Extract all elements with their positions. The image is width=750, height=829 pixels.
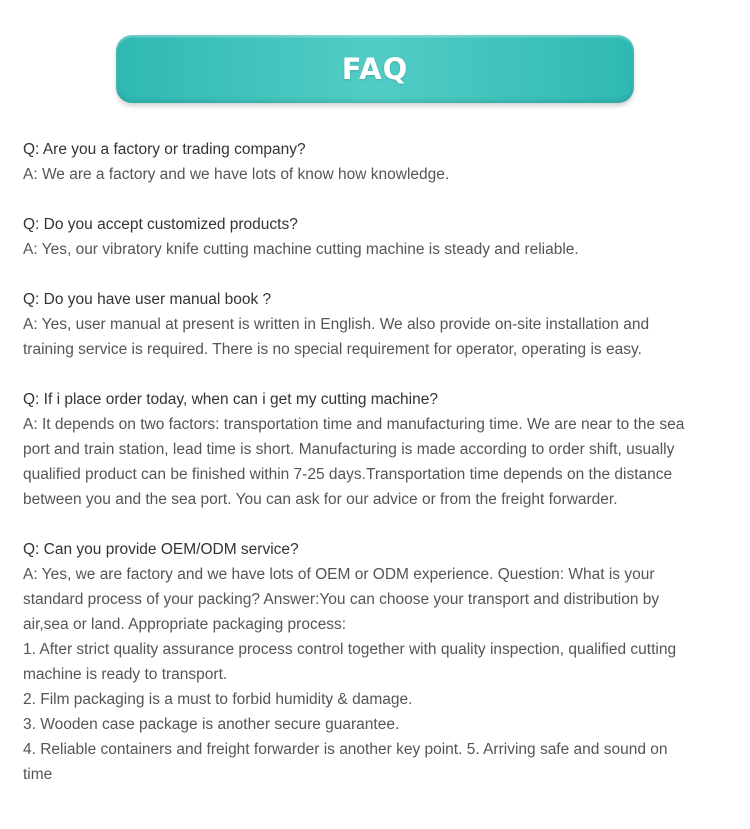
faq-answer-line: 1. After strict quality assurance process control together with quality inspection, qualified cutting [23, 641, 677, 658]
faq-answer-line: qualified product can be finished within 7-25 days.Transportation time depends on the distance [23, 466, 673, 483]
faq-question: Q: Do you have user manual book ? [23, 291, 272, 308]
faq-banner [116, 35, 634, 103]
faq-answer-line: A: Yes, our vibratory knife cutting machine cutting machine is steady and reliable. [23, 241, 579, 258]
faq-answer-line: machine is ready to transport. [23, 666, 228, 683]
faq-question: Q: If i place order today, when can i get my cutting machine? [23, 391, 438, 408]
faq-answer-line: A: Yes, we are factory and we have lots of OEM or ODM experience. Question: What is your [23, 566, 655, 583]
faq-answer-line: A: It depends on two factors: transportation time and manufacturing time. We are near to the sea [23, 416, 685, 433]
faq-answer-line: training service is required. There is no special requirement for operator, operating is easy. [23, 341, 642, 358]
faq-answer [23, 237, 733, 262]
faq-answer [23, 162, 733, 187]
faq-answer-line: A: We are a factory and we have lots of know how knowledge. [23, 166, 450, 183]
faq-answer-line: 3. Wooden case package is another secure guarantee. [23, 716, 400, 733]
faq-question: Q: Do you accept customized products? [23, 216, 298, 233]
faq-answer-line: time [23, 766, 53, 783]
faq-item-oem-odm [23, 537, 733, 787]
faq-answer-line: A: Yes, user manual at present is written in English. We also provide on-site installation and [23, 316, 650, 333]
faq-answer-line: between you and the sea port. You can ask for our advice or from the freight forwarder. [23, 491, 618, 508]
faq-answer-line: standard process of your packing? Answer:You can choose your transport and distribution by [23, 591, 660, 608]
faq-answer-line: air,sea or land. Appropriate packaging process: [23, 616, 347, 633]
faq-item-manual [23, 287, 733, 362]
faq-item-factory [23, 137, 733, 187]
faq-question: Q: Are you a factory or trading company? [23, 141, 306, 158]
faq-answer-line: 2. Film packaging is a must to forbid humidity & damage. [23, 691, 413, 708]
faq-answer [23, 562, 733, 787]
faq-item-delivery [23, 387, 733, 512]
faq-answer-line: port and train station, lead time is short. Manufacturing is made according to order shift, usually [23, 441, 675, 458]
faq-answer [23, 312, 733, 362]
faq-list [23, 137, 733, 812]
faq-answer-line: 4. Reliable containers and freight forwarder is another key point. 5. Arriving safe and sound on [23, 741, 668, 758]
faq-item-customized [23, 212, 733, 262]
faq-title: FAQ [341, 52, 409, 86]
faq-answer [23, 412, 733, 512]
faq-question: Q: Can you provide OEM/ODM service? [23, 541, 299, 558]
